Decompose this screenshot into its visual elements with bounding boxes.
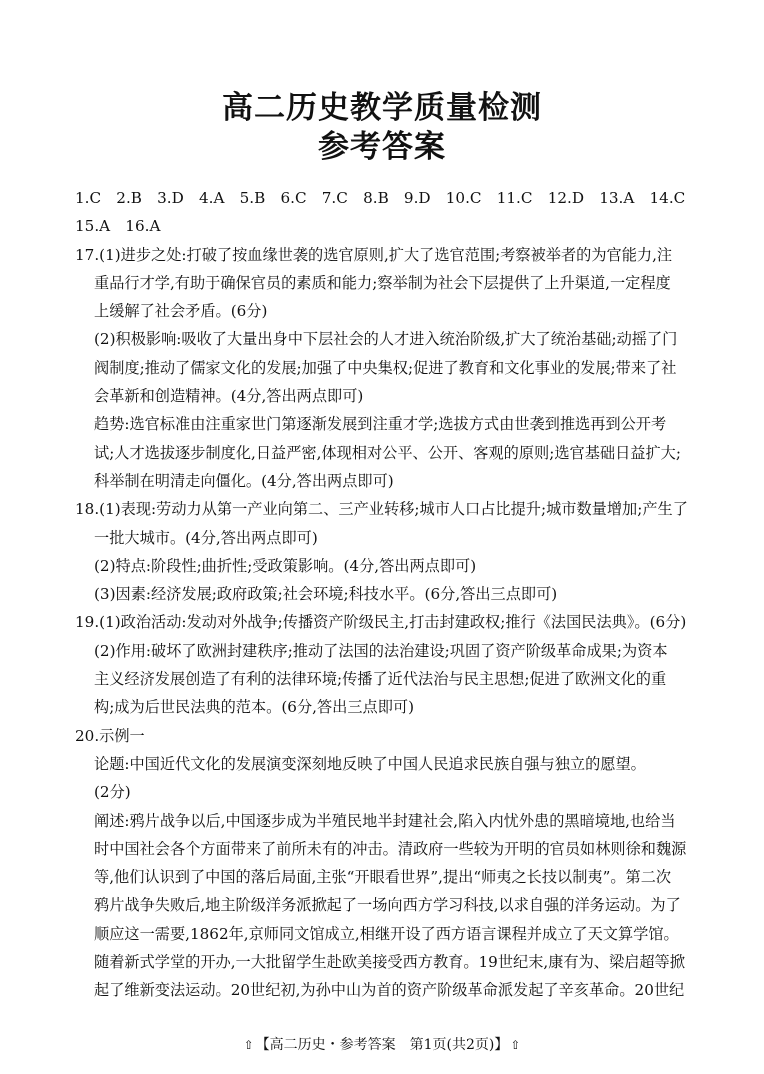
up-arrow-icon: ⇧ — [243, 1038, 254, 1052]
footer-text: 【高二历史・参考答案 第1页(共2页)】 — [255, 1037, 509, 1053]
page-title: 高二历史教学质量检测 — [222, 90, 542, 126]
q20-line: (2分) — [94, 783, 131, 802]
q17-line: 科举制在明清走向僵化。(4分,答出两点即可) — [94, 471, 394, 490]
q18-line: (3)因素:经济发展;政府政策;社会环境;科技水平。(6分,答出三点即可) — [94, 585, 558, 604]
q18-line: (2)特点:阶段性;曲折性;受政策影响。(4分,答出两点即可) — [94, 556, 477, 575]
answer-key-line-1: 1.C 2.B 3.D 4.A 5.B 6.C 7.C 8.B 9.D 10.C 11.C 12.D 13.A 14.C — [75, 189, 686, 207]
q20-line: 鸦片战争失败后,地主阶级洋务派掀起了一场向西方学习科技,以求自强的洋务运动。为了 — [94, 896, 681, 915]
q17-line: 上缓解了社会矛盾。(6分) — [94, 302, 268, 321]
q18-line: 一批大城市。(4分,答出两点即可) — [94, 528, 318, 547]
q20-line: 时中国社会各个方面带来了前所未有的冲击。清政府一些较为开明的官员如林则徐和魏源 — [94, 839, 687, 858]
page-subtitle: 参考答案 — [318, 129, 446, 165]
q20-line: 论题:中国近代文化的发展演变深刻地反映了中国人民追求民族自强与独立的愿望。 — [94, 754, 646, 773]
q18-line: 18.(1)表现:劳动力从第一产业向第二、三产业转移;城市人口占比提升;城市数量增加;产生了 — [75, 500, 688, 519]
q17-line: 趋势:选官标准由注重家世门第逐渐发展到注重才学;选拔方式由世袭到推选再到公开考 — [94, 415, 667, 434]
q19-line: 19.(1)政治活动:发动对外战争;传播资产阶级民主,打击封建政权;推行《法国民法典》。(6分) — [75, 613, 687, 632]
q17-line: (2)积极影响:吸收了大量出身中下层社会的人才进入统治阶级,扩大了统治基础;动摇了门 — [94, 330, 678, 349]
q19-line: (2)作用:破坏了欧洲封建秩序;推动了法国的法治建设;巩固了资产阶级革命成果;为资本 — [94, 641, 668, 660]
q20-line: 顺应这一需要,1862年,京师同文馆成立,相继开设了西方语言课程并成立了天文算学馆。 — [94, 924, 679, 943]
q19-line: 主义经济发展创造了有利的法律环境;传播了近代法治与民主思想;促进了欧洲文化的重 — [94, 670, 667, 689]
q17-line: 会革新和创造精神。(4分,答出两点即可) — [94, 387, 364, 406]
up-arrow-icon: ⇧ — [510, 1038, 521, 1052]
q17-line: 试;人才选拔逐步制度化,日益严密,体现相对公平、公开、客观的原则;选官基础日益扩大; — [94, 443, 681, 462]
answer-content — [75, 184, 695, 1005]
q17-line: 阀制度;推动了儒家文化的发展;加强了中央集权;促进了教育和文化事业的发展;带来了社 — [94, 358, 677, 377]
q20-line: 阐述:鸦片战争以后,中国逐步成为半殖民地半封建社会,陷入内忧外患的黑暗境地,也给当 — [94, 811, 676, 830]
q20-line: 等,他们认识到了中国的落后局面,主张“开眼看世界”,提出“师夷之长技以制夷”。第二次 — [94, 868, 672, 887]
q17-line: 17.(1)进步之处:打破了按血缘世袭的选官原则,扩大了选官范围;考察被举者的为官能力,注 — [75, 245, 673, 264]
q20-line: 随着新式学堂的开办,一大批留学生赴欧美接受西方教育。19世纪末,康有为、梁启超等掀 — [94, 953, 685, 972]
page-footer — [0, 1034, 764, 1054]
answer-key-line-2: 15.A 16.A — [75, 217, 161, 236]
q19-line: 构;成为后世民法典的范本。(6分,答出三点即可) — [94, 698, 415, 717]
q17-line: 重品行才学,有助于确保官员的素质和能力;察举制为社会下层提供了上升渠道,一定程度 — [94, 273, 671, 292]
q20-line: 20.示例一 — [75, 726, 145, 745]
q20-line: 起了维新变法运动。20世纪初,为孙中山为首的资产阶级革命派发起了辛亥革命。20世纪 — [94, 981, 685, 1000]
